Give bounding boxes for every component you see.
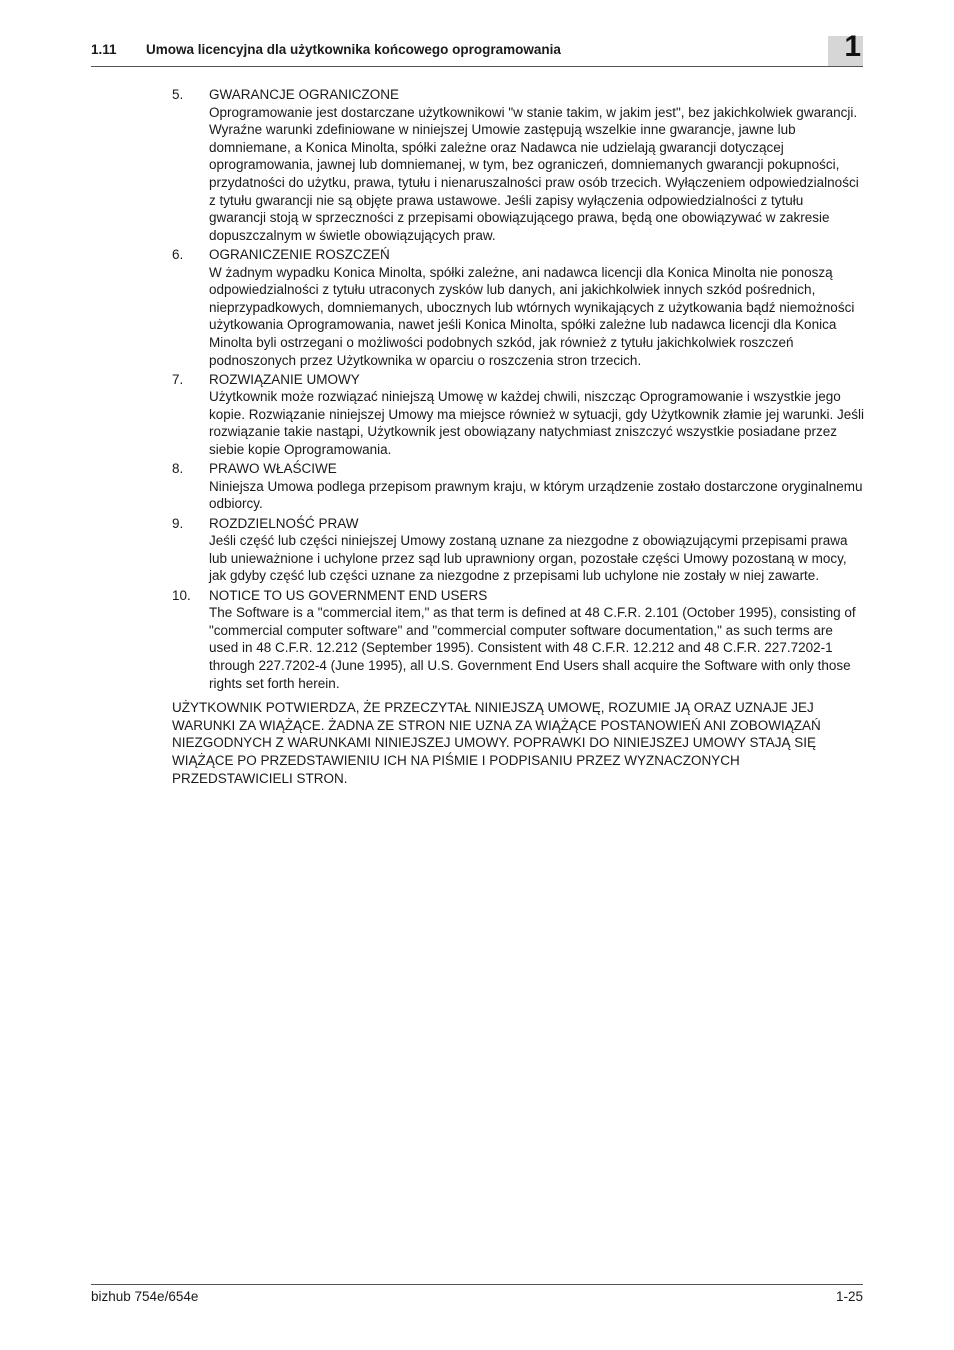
item-number: 10.: [172, 587, 191, 603]
item-number: 5.: [172, 87, 184, 102]
item-body: Użytkownik może rozwiązać niniejszą Umowę w każdej chwili, niszcząc Oprogramowanie i wszystkie jego kopie. Rozwiązanie niniejszej Umowy ma miejsce również w sytuacji, gdy Użytkownik złamie jej warunki. Jeśli rozwiązanie takie nastąpi, Użytkownik jest obowiązany natychmiast zniszczyć wszystkie posiadane przez siebie kopie Oprogramowania.: [209, 389, 864, 458]
list-item: [172, 460, 864, 513]
list-item: [172, 246, 864, 369]
item-number: 8.: [172, 461, 184, 477]
item-title: ROZDZIELNOŚĆ PRAW: [209, 515, 359, 531]
item-title: ROZWIĄZANIE UMOWY: [209, 371, 360, 387]
item-body: The Software is a "commercial item," as that term is defined at 48 C.F.R. 2.101 (October 1995), consisting of "commercial computer software" and "commercial computer software documentation," as such terms are used in 48 C.F.R. 12.212 (September 1995). Consistent with 48 C.F.R. 12.212 and 48 C.F.R. 227.7202-1 through 227.7202-4 (June 1995), all U.S. Government End Users shall acquire the Software with only those rights set forth herein.: [209, 605, 856, 691]
item-body: Oprogramowanie jest dostarczane użytkownikowi "w stanie takim, w jakim jest", bez jakichkolwiek gwarancji. Wyraźne warunki zdefiniowane w niniejszej Umowie zastępują wszelkie inne gwarancje, jawne lub domniemane, a Konica Minolta, spółki zależne oraz Nadawca nie udzielają gwarancji dotyczącej oprogramowania, jawnej lub domniemanej, w tym, bez ograniczeń, domniemanych gwarancji pokupności, przydatności do użytku, prawa, tytułu i nienaruszalności praw osób trzecich. Wyłączeniem odpowiedzialności z tytułu gwarancji nie są objęte prawa ustawowe. Jeśli zapisy wyłączenia odpowiedzialności z tytułu gwarancji stoją w sprzeczności z przepisami obowiązującego prawa, będą one obowiązywać w zakresie dopuszczalnym w świetle obowiązujących praw.: [209, 104, 859, 243]
list-item: [172, 86, 864, 244]
section-number: 1.11: [91, 42, 117, 57]
item-title: PRAWO WŁAŚCIWE: [209, 461, 337, 477]
item-number: 6.: [172, 246, 184, 262]
item-body: Niniejsza Umowa podlega przepisom prawnym kraju, w którym urządzenie zostało dostarczone oryginalnemu odbiorcy.: [209, 478, 863, 512]
list-item: [172, 515, 864, 585]
product-name: bizhub 754e/654e: [91, 1289, 199, 1304]
list-item: [172, 371, 864, 459]
item-title: OGRANICZENIE ROSZCZEŃ: [209, 246, 390, 262]
page-footer: [91, 1284, 863, 1304]
page-header: [91, 30, 863, 67]
item-number: 9.: [172, 515, 184, 531]
item-body: Jeśli część lub części niniejszej Umowy zostaną uznane za niezgodne z obowiązującymi przepisami prawa lub unieważnione i uchylone przez sąd lub uprawniony organ, pozostałe części Umowy pozostaną w mocy, jak gdyby część lub części uznane za niezgodne z przepisami lub uchylone nie zostały w niej zawarte.: [209, 533, 848, 584]
item-number: 7.: [172, 371, 184, 387]
chapter-tab: [828, 30, 863, 66]
license-content: [172, 86, 864, 801]
chapter-number: 1: [844, 30, 861, 63]
page-number: 1-25: [835, 1289, 863, 1304]
item-title: NOTICE TO US GOVERNMENT END USERS: [209, 587, 488, 603]
item-body: W żadnym wypadku Konica Minolta, spółki zależne, ani nadawca licencji dla Konica Minolta nie ponoszą odpowiedzialności z tytułu utraconych zysków lub danych, ani jakichkolwiek innych szkód pośrednich, nieprzypadkowych, domniemanych, ubocznych lub wtórnych wynikających z użytkowania bądź niemożności użytkowania Oprogramowania, nawet jeśli Konica Minolta, spółki zależne lub nadawca licencji dla Konica Minolta byli ostrzegani o możliwości podobnych szkód, jak również z tytułu jakichkolwiek roszczeń podnoszonych przez Użytkownika w oparciu o roszczenia stron trzecich.: [209, 264, 855, 368]
closing-statement: UŻYTKOWNIK POTWIERDZA, ŻE PRZECZYTAŁ NINIEJSZĄ UMOWĘ, ROZUMIE JĄ ORAZ UZNAJE JEJ WARUNKI ZA WIĄŻĄCE. ŻADNA ZE STRON NIE UZNA ZA WIĄŻĄCE POSTANOWIEŃ ANI ZOBOWIĄZAŃ NIEZGODNYCH Z WARUNKAMI NINIEJSZEJ UMOWY. POPRAWKI DO NINIEJSZEJ UMOWY STAJĄ SIĘ WIĄŻĄCE PO PRZEDSTAWIENIU ICH NA PIŚMIE I PODPISANIU PRZEZ WYZNACZONYCH PRZEDSTAWICIELI STRON.: [172, 700, 821, 786]
list-item: [172, 587, 864, 693]
item-title: GWARANCJE OGRANICZONE: [209, 87, 400, 102]
section-title: Umowa licencyjna dla użytkownika końcowego oprogramowania: [146, 42, 561, 57]
